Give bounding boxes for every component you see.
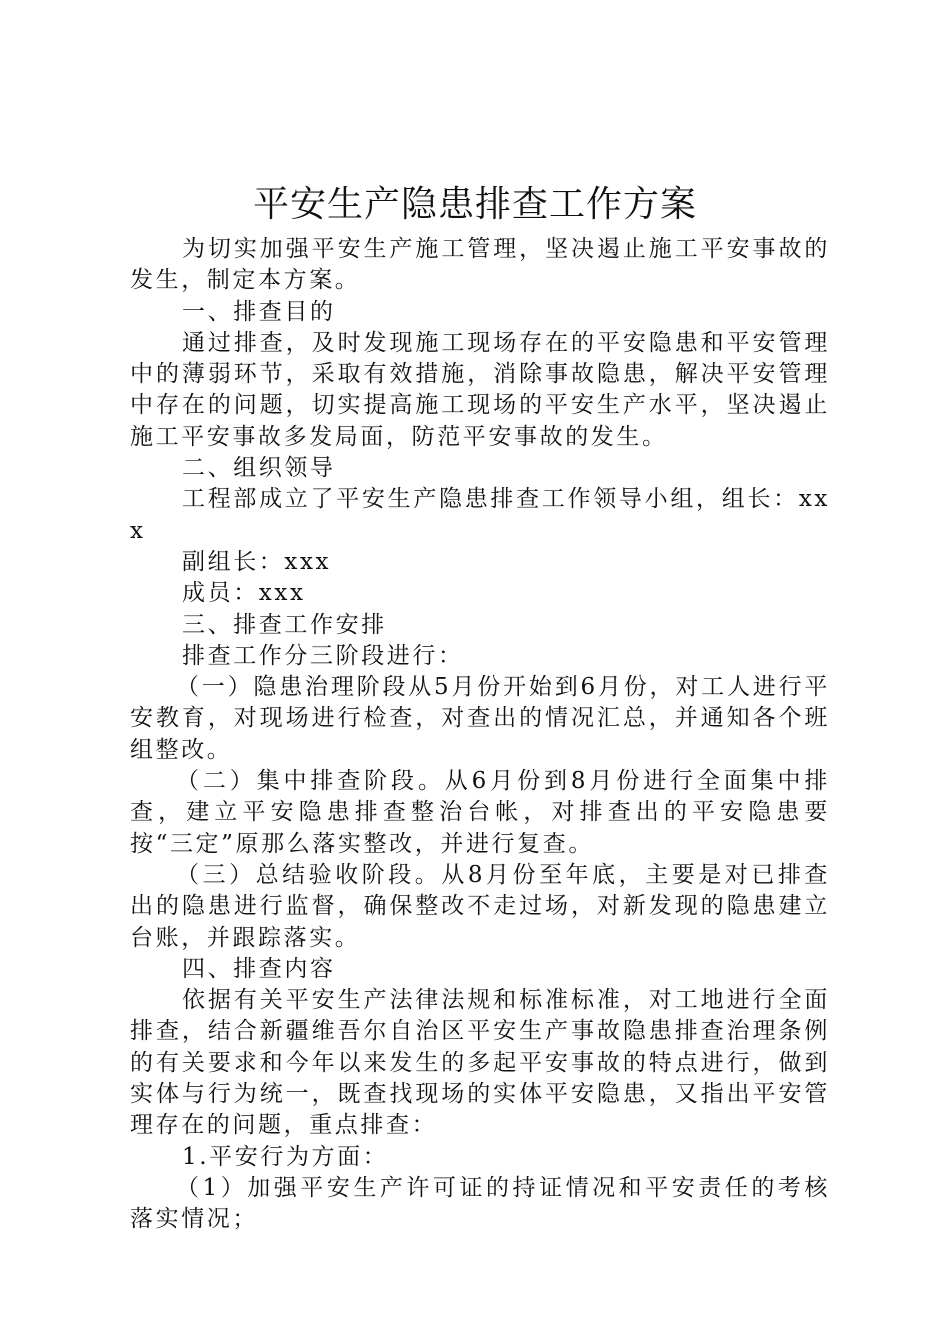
- document-body: [130, 234, 830, 1236]
- paragraph: 工程部成立了平安生产隐患排查工作领导小组，组长：xxx: [130, 486, 830, 544]
- paragraph: 成员：xxx: [182, 580, 306, 607]
- paragraph: （二）集中排查阶段。从6月份到8月份进行全面集中排查，建立平安隐患排查整治台帐，对排查出的平安隐患要按“三定”原那么落实整改，并进行复查。: [130, 768, 830, 857]
- section-heading: 三、排查工作安排: [182, 611, 387, 638]
- document-title: 平安生产隐患排查工作方案: [252, 184, 697, 225]
- paragraph: （三）总结验收阶段。从8月份至年底，主要是对已排查出的隐患进行监督，确保整改不走过场，对新发现的隐患建立台账，并跟踪落实。: [130, 861, 830, 951]
- paragraph: 依据有关平安生产法律法规和标准标准，对工地进行全面排查，结合新疆维吾尔自治区平安生产事故隐患排查治理条例的有关要求和今年以来发生的多起平安事故的特点进行，做到实体与行为统一，既查找现场的实体平安隐患，又指出平安管理存在的问题，重点排查：: [130, 987, 830, 1139]
- section-heading: 一、排查目的: [182, 298, 336, 325]
- section-heading: 四、排查内容: [182, 955, 336, 982]
- paragraph: （1）加强平安生产许可证的持证情况和平安责任的考核落实情况；: [130, 1174, 830, 1233]
- paragraph: 排查工作分三阶段进行：: [182, 642, 464, 669]
- paragraph: 为切实加强平安生产施工管理，坚决遏止施工平安事故的发生，制定本方案。: [130, 236, 830, 294]
- section-heading: 二、组织领导: [182, 455, 336, 482]
- paragraph: （一）隐患治理阶段从5月份开始到6月份，对工人进行平安教育，对现场进行检查，对查出的情况汇总，并通知各个班组整改。: [130, 674, 830, 763]
- subsection-heading: 1.平安行为方面：: [182, 1143, 389, 1170]
- paragraph: 副组长：xxx: [182, 548, 332, 575]
- paragraph: 通过排查，及时发现施工现场存在的平安隐患和平安管理中的薄弱环节，采取有效措施，消除事故隐患，解决平安管理中存在的问题，切实提高施工现场的平安生产水平，坚决遏止施工平安事故多发局面，防范平安事故的发生。: [130, 329, 830, 450]
